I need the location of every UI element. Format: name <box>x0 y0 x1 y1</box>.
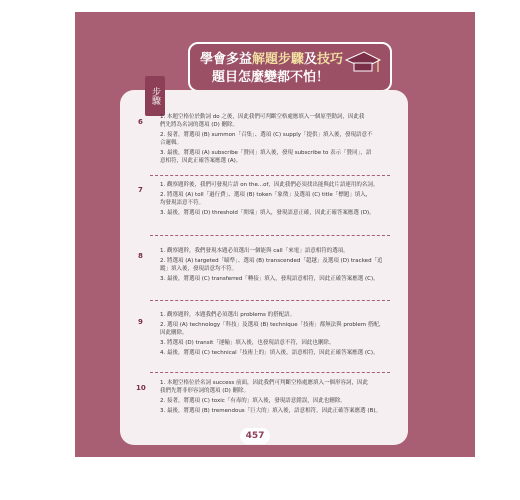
step-line: 1. 本題空格位於動詞 do 之後，因此我們可判斷空格處應填入一個原型動詞，因此我 <box>160 114 365 120</box>
step-line: 1. 觀察題幹，我們發現本題必須選出一個能與 call「來電」語意相符的選項。 <box>160 248 349 254</box>
step-line: 3. 最後，將選項 (B) tremendous「巨大的」填入後，語意相符，因此正確答案應選 (B)。 <box>160 408 381 414</box>
step-line: 3. 最後，將選項 (C) transferred「轉接」填入，發現語意相符，因此正確答案應選 (C)。 <box>160 276 379 282</box>
banner-line-2: 題目怎麼變都不怕！ <box>212 70 330 85</box>
steps-tab: 步驟 <box>145 76 165 116</box>
graduation-cap-icon <box>342 48 382 78</box>
banner-text-mid: 及 <box>304 52 318 67</box>
question-number: 6 <box>138 118 143 126</box>
question-number: 9 <box>138 318 143 326</box>
step-line: 2. 選項 (A) technology「科技」及選項 (B) technique「技術」都無法與 problem 搭配， <box>160 322 385 328</box>
divider <box>150 300 390 301</box>
banner-line-1 <box>200 48 343 67</box>
step-line: 4. 最後，將選項 (C) technical「技術上的」填入後，語意相符，因此正確答案應選 (C)。 <box>160 350 379 356</box>
step-line: 1. 本題空格位於名詞 success 前面，因此我們可判斷空格處應填入一個形容詞，因此 <box>160 380 369 386</box>
step-line: 1. 觀察題幹後，我們可發現片語 on the...of，因此我們必須找出能與此片語連用的名詞。 <box>160 182 379 188</box>
step-line: 因此刪除。 <box>160 330 188 336</box>
step-line: 蹤」填入後，發現語意均不符。 <box>160 266 238 272</box>
step-line: 意相符，因此正確答案應選 (A)。 <box>160 158 242 164</box>
divider <box>150 175 390 176</box>
step-line: 2. 接著，將選項 (B) summon「召集」、選項 (C) supply「提供」填入後，發現語意不 <box>160 132 373 138</box>
question-number: 8 <box>138 252 143 260</box>
step-line: 們先將為名詞的選項 (D) 刪除。 <box>160 122 239 128</box>
step-line: 合邏輯。 <box>160 140 183 146</box>
step-line: 1. 觀察題幹，本題我們必須選出 problems 的搭配語。 <box>160 312 296 318</box>
divider <box>150 235 390 236</box>
step-line: 3. 將選項 (D) transit「運輸」填入後，也發現語意不符，因此也刪除。 <box>160 340 335 346</box>
banner-highlight-1: 解題步驟 <box>252 52 305 67</box>
step-line: 3. 最後，將選項 (A) subscribe「贊同」填入後，發現 subscribe to 表示「贊同」，語 <box>160 150 372 156</box>
divider <box>150 372 390 373</box>
banner-highlight-2: 技巧 <box>317 52 344 67</box>
step-line: 2. 接著，將選項 (C) toxic「有毒的」填入後，發現語意錯誤，因此也刪除。 <box>160 398 346 404</box>
question-number: 10 <box>136 384 146 392</box>
page-number: 457 <box>240 428 270 444</box>
step-line: 2. 將選項 (A) toll「過行費」、選項 (B) token「象徵」及選項 (C) title「標題」填入， <box>160 192 372 198</box>
step-line: 均發現語意不符。 <box>160 200 205 206</box>
banner-text: 學會多益 <box>200 52 253 67</box>
step-line: 我們先將非形容詞的選項 (D) 刪除。 <box>160 388 250 394</box>
step-line: 2. 將選項 (A) targeted「瞄準」、選項 (B) transcended「超越」及選項 (D) tracked「追 <box>160 258 383 264</box>
question-number: 7 <box>138 186 143 194</box>
step-line: 3. 最後，將選項 (D) threshold「開端」填入，發現語意正確，因此正確答案應選 (D)。 <box>160 210 375 216</box>
